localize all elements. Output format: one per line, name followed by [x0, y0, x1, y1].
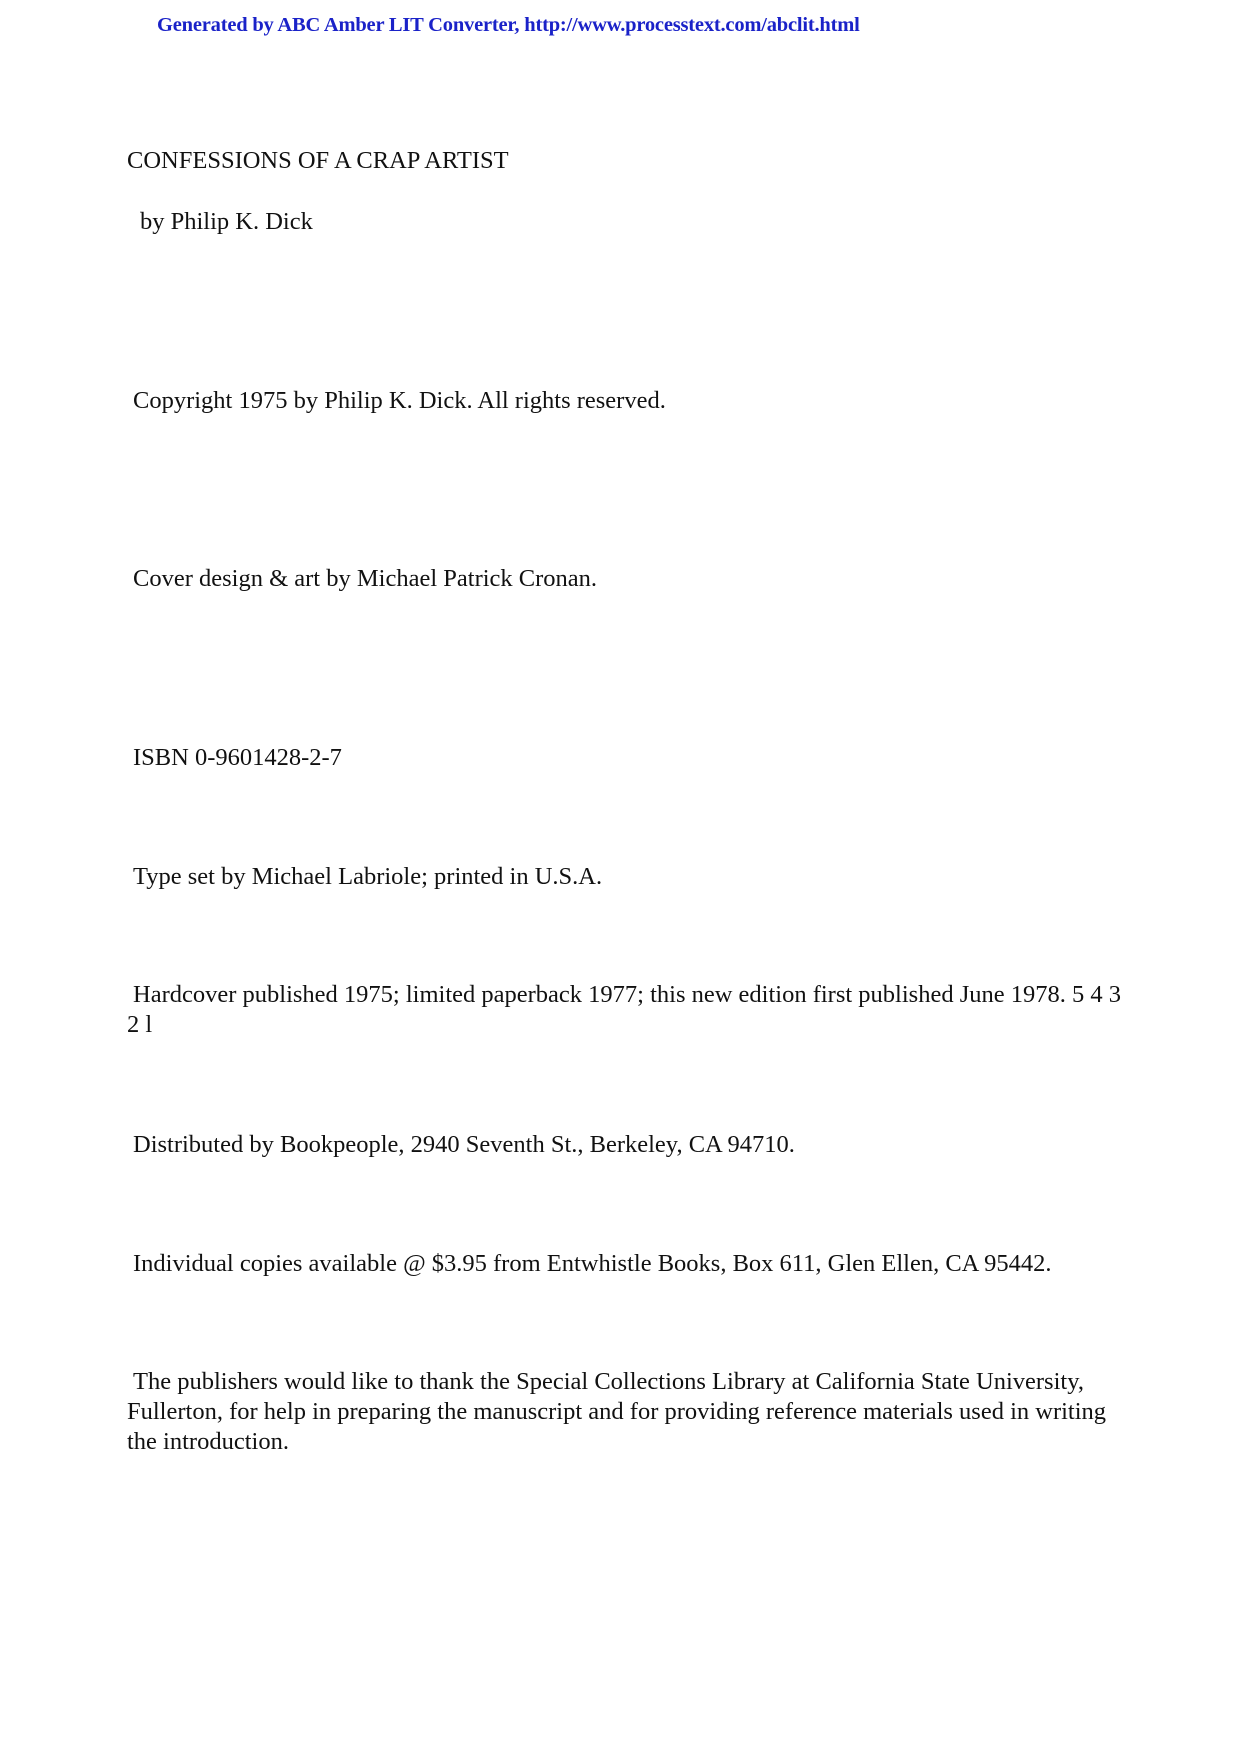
acknowledgements: The publishers would like to thank the Special Collections Library at California State University, Fullerton, for help in preparing the manuscript and for providing reference materials used in writing the introduction. [127, 1368, 1107, 1455]
converter-banner-link[interactable]: Generated by ABC Amber LIT Converter, http://www.processtext.com/abclit.html [157, 14, 860, 36]
isbn-number: ISBN 0-9601428-2-7 [133, 744, 342, 771]
book-author: by Philip K. Dick [140, 208, 313, 235]
publication-history: Hardcover published 1975; limited paperback 1977; this new edition first published June 1978. 5 4 3 2 l [127, 981, 1121, 1038]
typeset-credit: Type set by Michael Labriole; printed in U.S.A. [133, 863, 603, 890]
cover-credit: Cover design & art by Michael Patrick Cronan. [133, 565, 598, 592]
distribution-note: Distributed by Bookpeople, 2940 Seventh St., Berkeley, CA 94710. [133, 1131, 795, 1158]
copyright-notice: Copyright 1975 by Philip K. Dick. All rights reserved. [133, 387, 666, 414]
ordering-info: Individual copies available @ $3.95 from Entwhistle Books, Box 611, Glen Ellen, CA 95442. [133, 1250, 1052, 1277]
book-title: CONFESSIONS OF A CRAP ARTIST [127, 147, 509, 174]
